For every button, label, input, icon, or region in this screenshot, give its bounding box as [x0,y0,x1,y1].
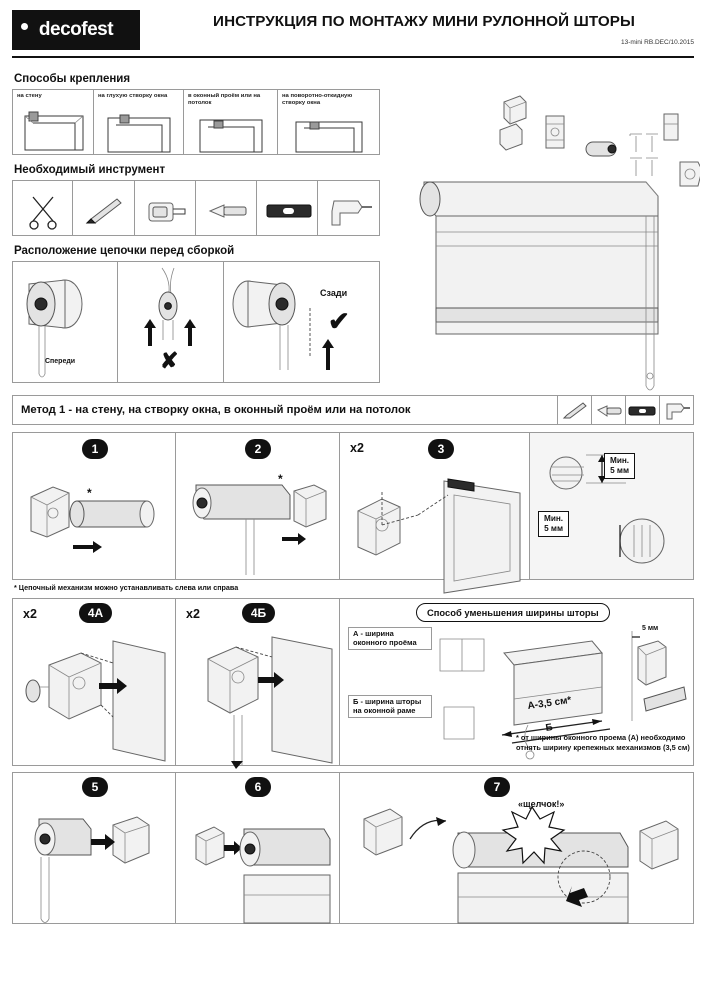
chain-side-note: * Цепочный механизм можно устанавливать слева или справа [14,583,239,592]
steps-row-2 [12,598,694,766]
min-clearance-top: Мин. 5 мм [604,453,635,479]
step-4a-multiplier: x2 [23,607,37,621]
label-blind-width: Б - ширина шторы на оконной раме [348,695,432,718]
width-reduction-title: Способ уменьшения ширины шторы [416,603,610,622]
step-5 [12,772,176,924]
chain-position-title: Расположение цепочки перед сборкой [14,245,235,257]
mounting-option-reveal [184,89,278,155]
mounting-option-sash [94,89,184,155]
step-5-badge: 5 [82,777,108,797]
step-2 [176,432,340,580]
svg-text:*: * [87,486,92,500]
width-reduction-note: * от ширины оконного проема (А) необходимо отнять ширину крепежных механизмов (3,5 см) [516,733,690,752]
tool-scissors [12,180,73,236]
logo-dot-icon [21,23,28,30]
page-title: ИНСТРУКЦИЯ ПО МОНТАЖУ МИНИ РУЛОННОЙ ШТОРЫ [213,13,635,30]
step-3 [340,432,530,580]
chain-back-label: Сзади [320,288,348,298]
tool-pencil [73,180,134,236]
left-column [12,64,380,383]
tools-title: Необходимый инструмент [14,164,166,176]
gap-label: 5 мм [642,625,659,632]
step-7-badge: 7 [484,777,510,797]
document-header [12,10,694,58]
tool-tape-measure [135,180,196,236]
step-6 [176,772,340,924]
mounting-option-reveal-caption: в оконный проём или на потолок [188,93,261,107]
method1-tool-drill [659,396,693,424]
chain-wrong-example [118,261,224,383]
step-4a [12,598,176,766]
step-4b [176,598,340,766]
label-window-width: А - ширина оконного проёма [348,627,432,650]
step-clearance-diagram [530,432,694,580]
step-7 [340,772,694,924]
brand-name: decofest [38,19,114,40]
step-4b-badge: 4Б [242,603,275,623]
step-2-badge: 2 [245,439,271,459]
mounting-option-wall [12,89,94,155]
chain-correct-mark: ✔ [328,306,350,336]
step-1 [12,432,176,580]
mounting-option-sash-caption: на глухую створку окна [98,93,168,99]
steps-row-1 [12,432,694,580]
method1-title: Метод 1 - на стену, на створку окна, в оконный проём или на потолок [21,404,411,416]
method1-bar [12,395,694,425]
width-reduction-panel [340,598,694,766]
svg-text:Б: Б [544,722,554,734]
click-callout: «щелчок!» [518,799,565,809]
mounting-option-wall-caption: на стену [17,93,42,99]
step-1-badge: 1 [82,439,108,459]
brand-logo [12,10,140,50]
chain-wrong-mark: ✘ [160,348,179,373]
step-4a-badge: 4А [79,603,112,623]
step-4b-multiplier: x2 [186,607,200,621]
tool-level [257,180,318,236]
svg-text:*: * [278,472,283,486]
document-code: 13-mini RB.DEC/10.2015 [621,39,694,47]
tool-screwdriver [196,180,257,236]
chain-correct-example [224,261,380,383]
chain-front-label: Спереди [45,358,76,365]
exploded-diagram [390,64,694,383]
method1-tool-level [625,396,659,424]
step-6-badge: 6 [245,777,271,797]
step-3-multiplier: x2 [350,441,364,455]
chain-position-row [12,261,380,383]
method1-tool-pencil [557,396,591,424]
mounting-option-tilt-turn [278,89,380,155]
svg-text:А-3,5 см*: А-3,5 см* [526,694,573,712]
steps-row-3 [12,772,694,924]
mounting-option-tilt-turn-caption: на поворотно-откидную створку окна [282,93,353,107]
step-3-badge: 3 [428,439,454,459]
mounting-methods-row [12,89,380,155]
method1-tool-screwdriver [591,396,625,424]
min-clearance-bottom: Мин. 5 мм [538,511,569,537]
tool-drill [318,180,379,236]
mounting-methods-title: Способы крепления [14,73,131,85]
tools-row [12,180,380,236]
chain-front-view [12,261,118,383]
